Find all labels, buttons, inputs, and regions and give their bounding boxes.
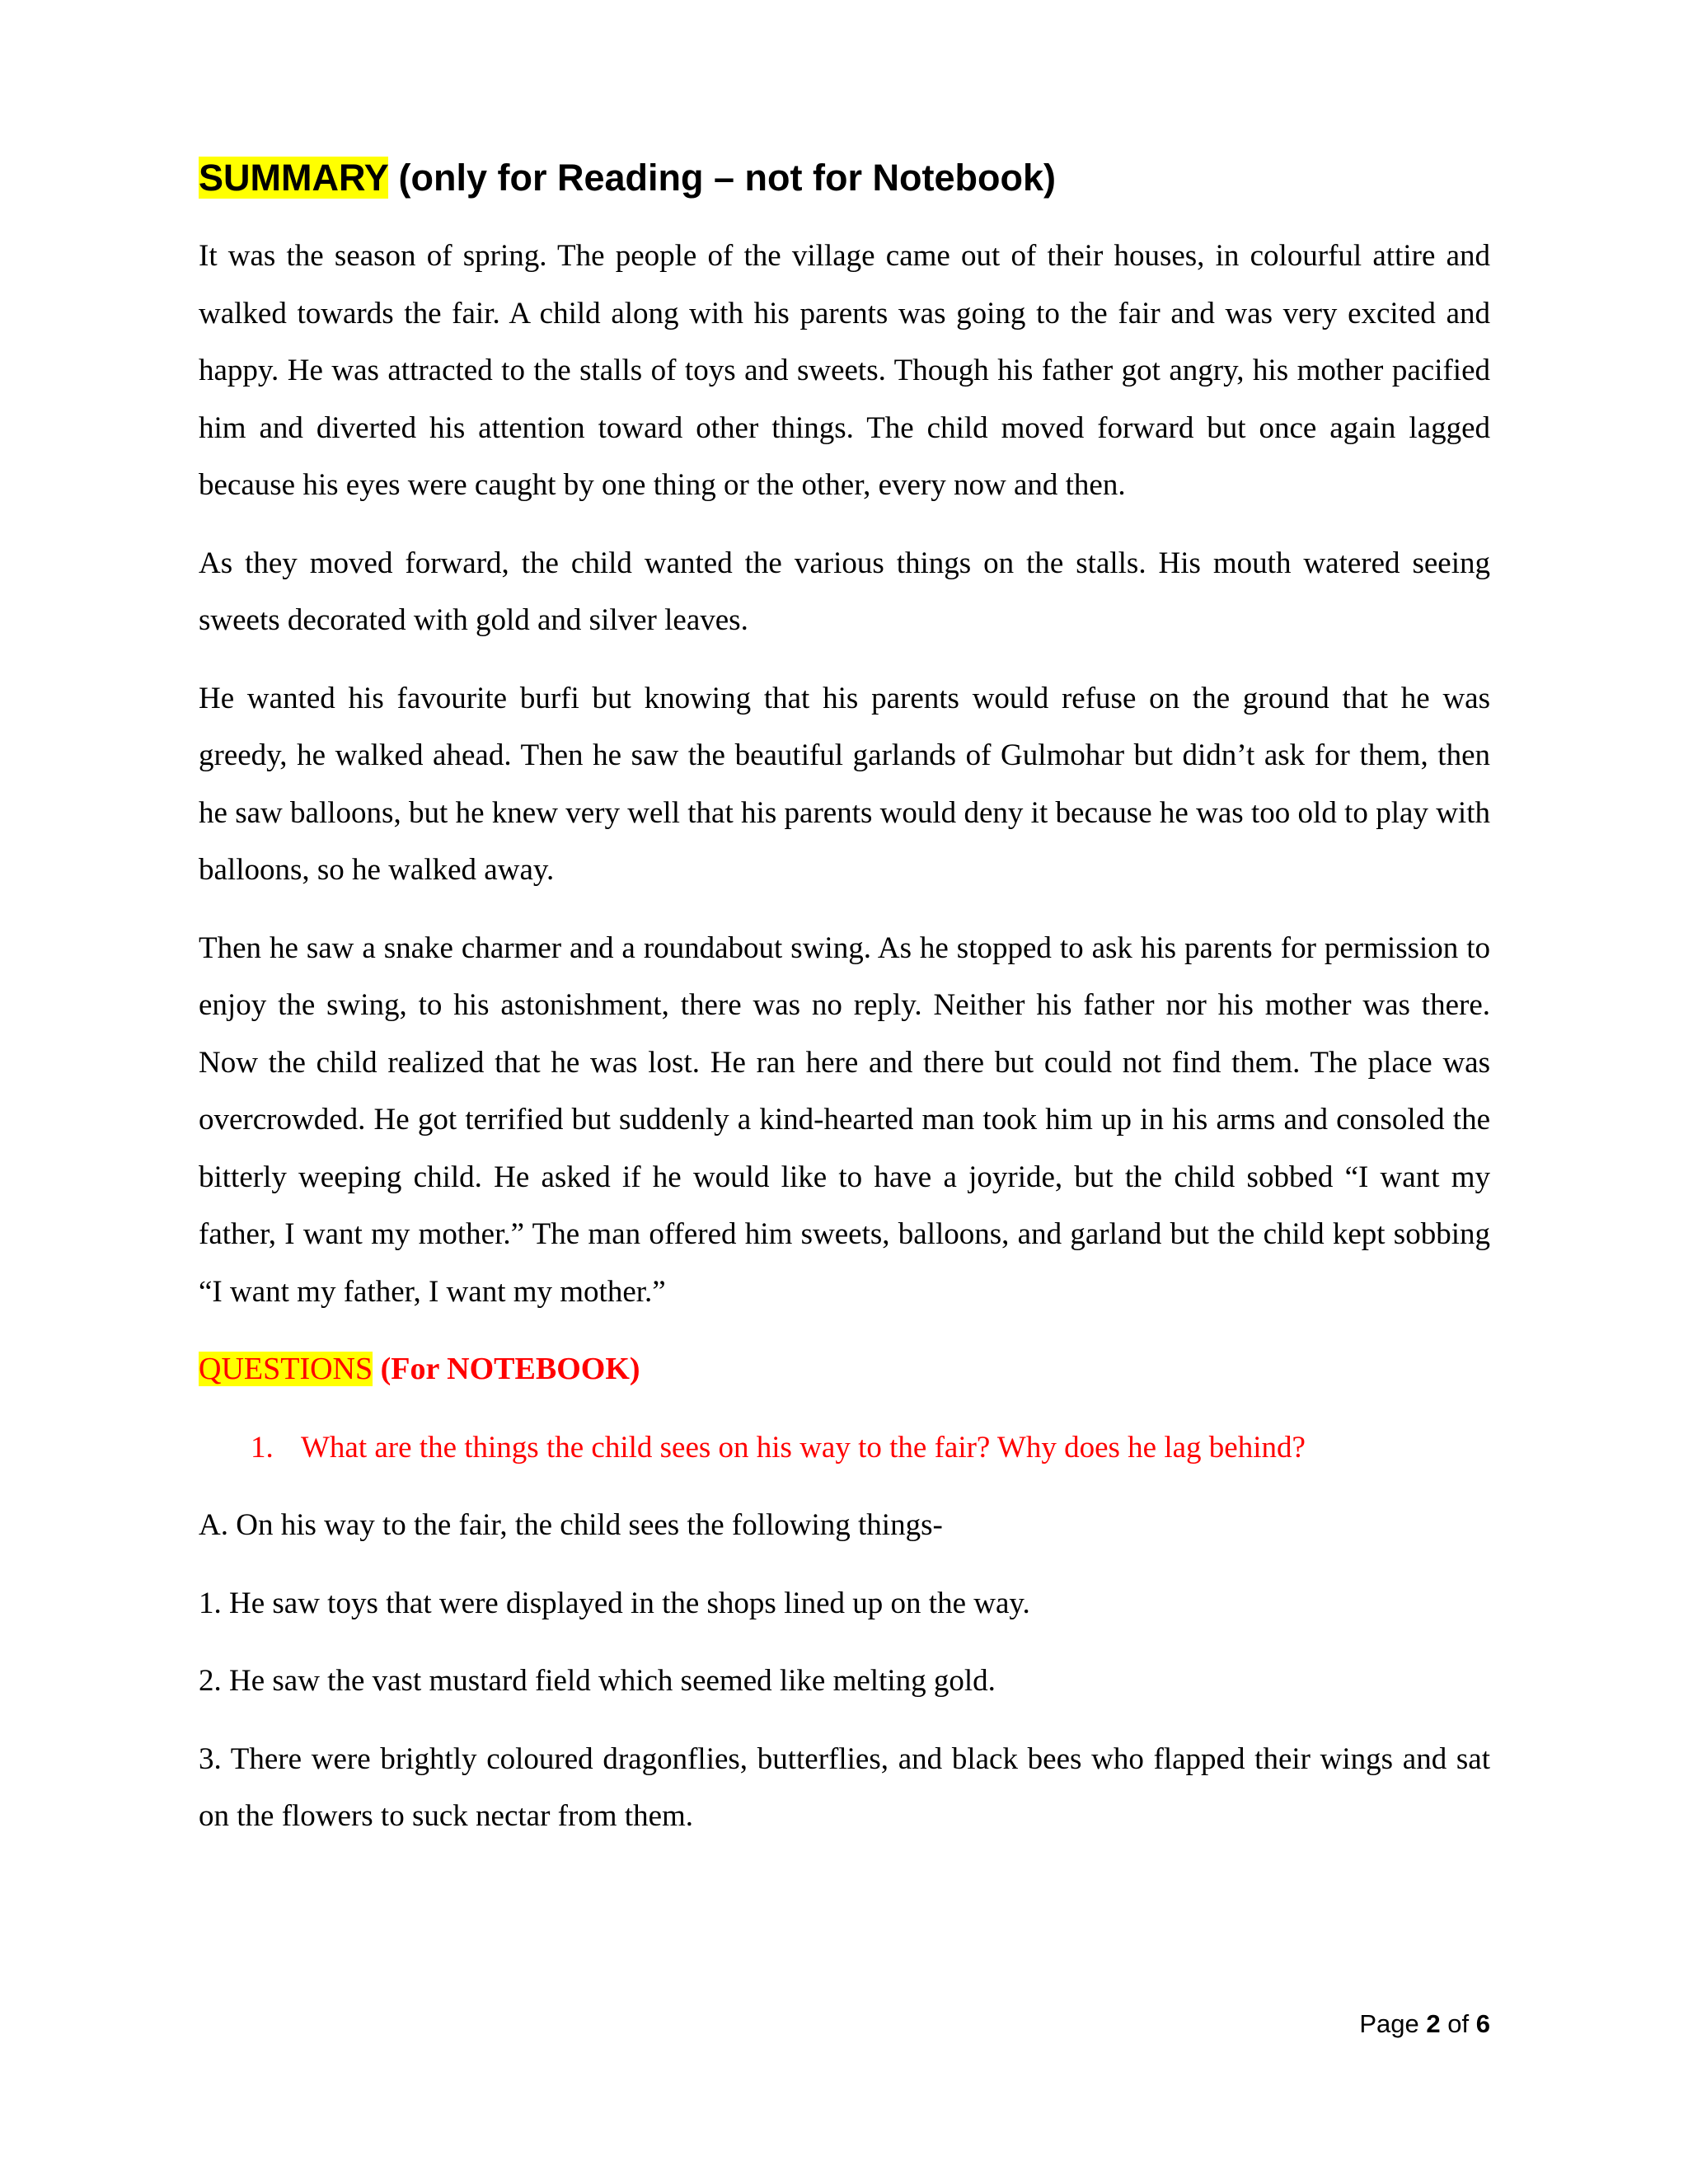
answer-line: 3. There were brightly coloured dragonflies, butterflies, and black bees who flapped their wings and sat on the flowers to suck nectar from them.: [199, 1741, 1490, 1833]
answer-line: 1. He saw toys that were displayed in the shops lined up on the way.: [199, 1586, 1030, 1620]
page-content: [199, 153, 1490, 1866]
questions-heading: [199, 1341, 1490, 1399]
summary-paragraph: It was the season of spring. The people of the village came out of their houses, in colourful attire and walked towards the fair. A child along with his parents was going to the fair and was very excited and happy. He was attracted to the stalls of toys and sweets. Though his father got angry, his mother pacified him and diverted his attention toward other things. The child moved forward but once again lagged because his eyes were caught by one thing or the other, every now and then.: [199, 239, 1490, 502]
page-label: Page: [1359, 2009, 1419, 2038]
of-label: of: [1447, 2009, 1470, 2038]
question-number: 1.: [251, 1430, 274, 1465]
summary-paragraph: He wanted his favourite burfi but knowing that his parents would refuse on the ground that he was greedy, he walked ahead. Then he saw the beautiful garlands of Gulmohar but didn’t ask for them, then he saw balloons, but he knew very well that his parents would deny it because he was too old to play with balloons, so he walked away.: [199, 681, 1490, 887]
total-pages: 6: [1475, 2009, 1490, 2038]
summary-paragraph: As they moved forward, the child wanted the various things on the stalls. His mouth watered seeing sweets decorated with gold and silver leaves.: [199, 546, 1490, 637]
summary-heading-note: (only for Reading – not for Notebook): [388, 157, 1056, 199]
questions-heading-note: (For NOTEBOOK): [373, 1352, 640, 1386]
answer-line: A. On his way to the fair, the child sees the following things-: [199, 1508, 943, 1542]
page-number: 2: [1426, 2009, 1441, 2038]
summary-heading-highlight: SUMMARY: [199, 157, 389, 199]
question-item: [199, 1419, 1490, 1477]
page-footer: [1359, 2008, 1490, 2041]
summary-paragraph: Then he saw a snake charmer and a roundabout swing. As he stopped to ask his parents for permission to enjoy the swing, to his astonishment, there was no reply. Neither his father nor his mother was there. Now the child realized that he was lost. He ran here and there but could not find them. The place was overcrowded. He got terrified but suddenly a kind-hearted man took him up in his arms and consoled the bitterly weeping child. He asked if he would like to have a joyride, but the child sobbed “I want my father, I want my mother.” The man offered him sweets, balloons, and garland but the child kept sobbing “I want my father, I want my mother.”: [199, 930, 1490, 1309]
answer-line: 2. He saw the vast mustard field which seemed like melting gold.: [199, 1664, 996, 1698]
questions-heading-highlight: QUESTIONS: [199, 1352, 373, 1386]
summary-heading: [199, 153, 1490, 203]
question-text: What are the things the child sees on his way to the fair? Why does he lag behind?: [301, 1430, 1306, 1465]
